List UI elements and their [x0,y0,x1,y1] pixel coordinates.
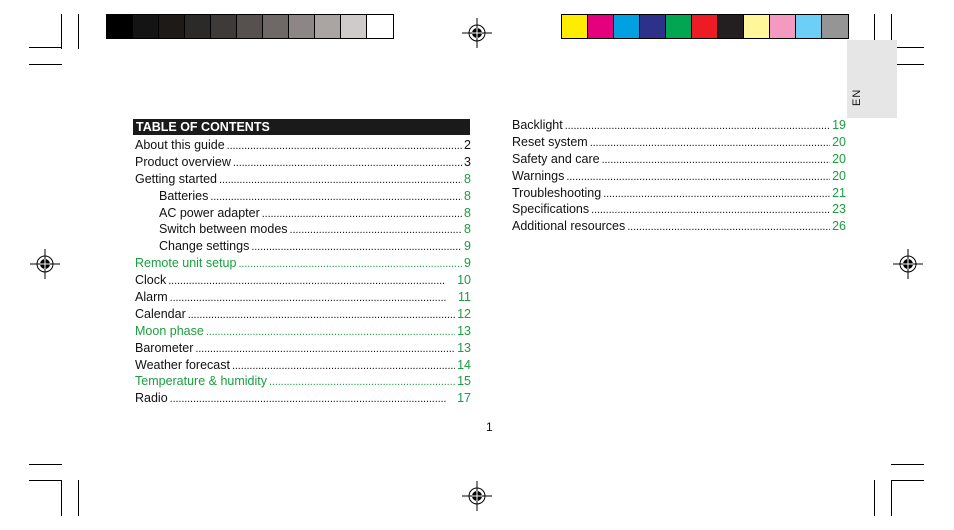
toc-entry-page: 17 [457,391,471,406]
color-swatch [744,15,770,38]
toc-entry-page: 14 [457,357,471,372]
toc-leader-dots [210,188,462,206]
color-swatch [159,15,185,38]
toc-leader-dots [269,373,455,391]
crop-mark [29,480,62,481]
color-swatch [341,15,367,38]
toc-entry-label: Barometer [135,340,194,355]
toc-entry-page: 12 [457,306,471,321]
process-color-bar [561,14,849,39]
toc-entry-page: 10 [457,273,471,288]
toc-entry-page: 23 [832,202,846,217]
toc-entry-label: Temperature & humidity [135,374,268,389]
toc-entry-label: Moon phase [135,323,204,338]
toc-leader-dots [238,255,462,273]
toc-entry-label: Troubleshooting [512,185,602,200]
toc-entry-page: 21 [832,185,846,200]
toc-leader-dots [232,357,455,375]
toc-leader-dots [566,168,830,186]
toc-entry[interactable] [135,390,471,407]
toc-title: TABLE OF CONTENTS [133,119,470,135]
toc-leader-dots [565,117,830,135]
toc-entry-page: 9 [464,256,471,271]
toc-entry-page: 20 [832,151,846,166]
toc-entry[interactable] [135,154,471,171]
toc-entry-label: Backlight [512,118,563,132]
toc-entry-page: 20 [832,134,846,149]
toc-leader-dots [233,154,462,172]
toc-entry[interactable] [135,373,471,390]
toc-leader-dots [168,272,455,290]
toc-entry[interactable] [512,185,846,202]
toc-entry-page: 9 [464,239,471,254]
toc-entry-page: 11 [458,290,471,305]
toc-entry-page: 13 [457,323,471,338]
registration-mark-icon [462,481,492,511]
toc-entry-label: Specifications [512,202,590,217]
color-swatch [770,15,796,38]
toc-entry-label: Getting started [135,171,217,186]
registration-mark-icon [30,249,60,279]
toc-leader-dots [227,137,462,155]
color-swatch [588,15,614,38]
toc-entry-label: Warnings [512,168,565,183]
registration-mark-icon [893,249,923,279]
color-swatch [211,15,237,38]
toc-entry-label: Safety and care [512,151,600,166]
toc-entry-label: Reset system [512,134,588,149]
toc-entry-label: Radio [135,391,168,406]
crop-mark [874,480,875,516]
toc-entry[interactable] [135,323,471,340]
toc-entry[interactable] [135,205,471,222]
color-swatch [315,15,341,38]
toc-entry[interactable] [135,272,471,289]
toc-entry[interactable] [512,218,846,235]
toc-entry-label: Calendar [135,306,186,321]
toc-entry[interactable] [135,357,471,374]
color-swatch [263,15,289,38]
toc-entry[interactable] [512,168,846,185]
toc-entry-label: Additional resources [512,219,626,234]
crop-mark [891,480,924,481]
crop-mark [891,464,924,465]
toc-leader-dots [219,171,462,189]
toc-entry[interactable] [135,255,471,272]
toc-entry-page: 3 [464,154,471,169]
toc-entry-label: Alarm [135,290,168,305]
toc-leader-dots [603,185,830,203]
toc-entry-label: AC power adapter [159,205,260,220]
toc-entry-page: 20 [832,168,846,183]
toc-leader-dots [590,134,830,152]
toc-entry-label: Switch between modes [159,222,288,237]
toc-leader-dots [262,205,462,223]
toc-entry-label: Weather forecast [135,357,230,372]
toc-leader-dots [170,390,455,408]
toc-entry[interactable] [135,289,471,306]
toc-leader-dots [602,151,831,169]
language-tab [847,40,897,118]
language-label: EN [851,88,863,106]
color-swatch [107,15,133,38]
toc-entry[interactable] [135,221,471,238]
toc-entry-page: 2 [464,138,471,152]
crop-mark [29,47,62,48]
color-swatch [796,15,822,38]
toc-entry-page: 8 [464,171,471,186]
grayscale-color-bar [106,14,394,39]
toc-entry-page: 8 [464,205,471,220]
toc-leader-dots [627,218,830,236]
toc-entry[interactable] [512,134,846,151]
toc-entry-label: Batteries [159,188,209,203]
toc-entry-label: Clock [135,273,167,288]
toc-entry[interactable] [135,238,471,255]
page-number: 1 [486,420,493,434]
toc-entry[interactable] [135,188,471,205]
toc-leader-dots [591,201,830,219]
toc-entry-label: Change settings [159,239,250,254]
toc-leader-dots [290,221,463,239]
toc-entry-page: 15 [457,374,471,389]
color-swatch [640,15,666,38]
toc-leader-dots [195,340,455,358]
registration-mark-icon [462,18,492,48]
toc-entry[interactable] [135,340,471,357]
toc-entry[interactable] [512,117,846,134]
color-swatch [237,15,263,38]
toc-entry-label: Product overview [135,154,231,169]
crop-mark [29,464,62,465]
color-swatch [133,15,159,38]
color-swatch [666,15,692,38]
toc-leader-dots [251,238,462,256]
toc-entry[interactable] [135,171,471,188]
toc-entry[interactable] [135,306,471,323]
toc-leader-dots [170,289,456,307]
color-swatch [614,15,640,38]
crop-mark [29,64,62,65]
color-swatch [822,15,848,38]
toc-entry-page: 19 [832,118,846,132]
toc-entry-page: 8 [464,222,471,237]
toc-entry[interactable] [512,151,846,168]
toc-right-column [512,117,846,235]
color-swatch [185,15,211,38]
toc-leader-dots [188,306,455,324]
toc-entry-label: Remote unit setup [135,256,237,271]
toc-entry-page: 26 [832,219,846,234]
crop-mark [61,480,62,516]
toc-left-column [135,137,471,407]
crop-mark [78,14,79,49]
toc-entry-page: 8 [464,188,471,203]
color-swatch [562,15,588,38]
toc-entry[interactable] [512,201,846,218]
crop-mark [61,14,62,49]
crop-mark [891,480,892,516]
color-swatch [367,15,393,38]
color-swatch [718,15,744,38]
color-swatch [289,15,315,38]
toc-leader-dots [206,323,455,341]
color-swatch [692,15,718,38]
toc-entry-page: 13 [457,340,471,355]
crop-mark [78,480,79,516]
toc-entry[interactable] [135,137,471,154]
toc-entry-label: About this guide [135,138,225,152]
